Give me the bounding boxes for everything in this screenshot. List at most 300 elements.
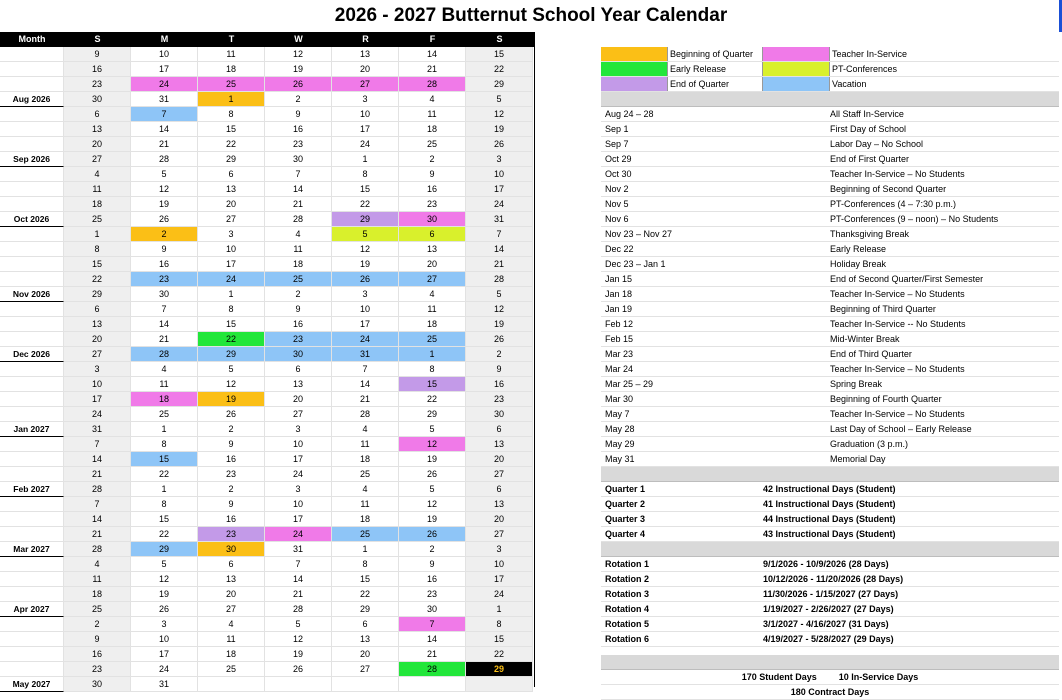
day-cell[interactable] [399, 677, 466, 692]
day-cell[interactable]: 8 [466, 617, 533, 632]
day-cell[interactable]: 27 [64, 152, 131, 167]
day-cell[interactable]: 26 [265, 77, 332, 92]
day-cell[interactable]: 30 [466, 407, 533, 422]
day-cell[interactable]: 30 [399, 602, 466, 617]
day-cell[interactable]: 22 [332, 197, 399, 212]
day-cell[interactable]: 19 [399, 452, 466, 467]
day-cell[interactable]: 29 [332, 602, 399, 617]
day-cell[interactable]: 16 [131, 257, 198, 272]
day-cell[interactable]: 6 [198, 557, 265, 572]
day-cell[interactable]: 14 [64, 452, 131, 467]
day-cell[interactable]: 21 [131, 332, 198, 347]
day-cell[interactable]: 22 [466, 62, 533, 77]
day-cell[interactable]: 26 [332, 272, 399, 287]
day-cell[interactable]: 2 [131, 227, 198, 242]
day-cell[interactable]: 26 [265, 662, 332, 677]
day-cell[interactable]: 28 [332, 407, 399, 422]
day-cell[interactable]: 20 [265, 392, 332, 407]
day-cell[interactable]: 7 [265, 557, 332, 572]
day-cell[interactable]: 28 [399, 662, 466, 677]
day-cell[interactable]: 24 [332, 137, 399, 152]
day-cell[interactable]: 3 [265, 422, 332, 437]
day-cell[interactable]: 13 [265, 377, 332, 392]
day-cell[interactable]: 17 [131, 647, 198, 662]
day-cell[interactable]: 29 [399, 407, 466, 422]
day-cell[interactable]: 20 [466, 512, 533, 527]
day-cell[interactable]: 19 [198, 392, 265, 407]
day-cell[interactable]: 8 [332, 557, 399, 572]
day-cell[interactable]: 2 [64, 617, 131, 632]
day-cell[interactable]: 10 [265, 437, 332, 452]
day-cell[interactable]: 14 [332, 377, 399, 392]
day-cell[interactable]: 19 [466, 122, 533, 137]
day-cell[interactable]: 29 [198, 347, 265, 362]
day-cell[interactable]: 25 [64, 602, 131, 617]
day-cell[interactable]: 14 [399, 47, 466, 62]
day-cell[interactable]: 30 [198, 542, 265, 557]
day-cell[interactable]: 3 [466, 152, 533, 167]
day-cell[interactable]: 1 [64, 227, 131, 242]
day-cell[interactable]: 26 [466, 137, 533, 152]
day-cell[interactable]: 19 [466, 317, 533, 332]
day-cell[interactable]: 9 [399, 557, 466, 572]
day-cell[interactable]: 15 [466, 632, 533, 647]
day-cell[interactable]: 22 [332, 587, 399, 602]
day-cell[interactable]: 4 [64, 167, 131, 182]
day-cell[interactable]: 2 [399, 152, 466, 167]
day-cell[interactable]: 3 [332, 92, 399, 107]
day-cell[interactable]: 31 [131, 677, 198, 692]
day-cell[interactable]: 22 [131, 527, 198, 542]
day-cell[interactable]: 20 [198, 587, 265, 602]
day-cell[interactable]: 14 [265, 572, 332, 587]
day-cell[interactable]: 15 [466, 47, 533, 62]
day-cell[interactable]: 23 [399, 197, 466, 212]
day-cell[interactable]: 21 [399, 647, 466, 662]
day-cell[interactable]: 30 [131, 287, 198, 302]
day-cell[interactable]: 9 [198, 497, 265, 512]
day-cell[interactable]: 12 [332, 242, 399, 257]
day-cell[interactable]: 16 [198, 452, 265, 467]
day-cell[interactable]: 21 [332, 392, 399, 407]
day-cell[interactable]: 15 [64, 257, 131, 272]
day-cell[interactable]: 17 [332, 317, 399, 332]
day-cell[interactable]: 2 [198, 482, 265, 497]
day-cell[interactable]: 9 [198, 437, 265, 452]
day-cell[interactable]: 16 [265, 317, 332, 332]
day-cell[interactable]: 23 [64, 662, 131, 677]
day-cell[interactable]: 20 [64, 137, 131, 152]
day-cell[interactable]: 9 [131, 242, 198, 257]
day-cell[interactable]: 2 [466, 347, 533, 362]
day-cell[interactable]: 20 [399, 257, 466, 272]
day-cell[interactable]: 21 [265, 197, 332, 212]
day-cell[interactable]: 20 [64, 332, 131, 347]
day-cell[interactable]: 16 [466, 377, 533, 392]
day-cell[interactable]: 29 [466, 77, 533, 92]
day-cell[interactable]: 24 [64, 407, 131, 422]
day-cell[interactable]: 18 [265, 257, 332, 272]
day-cell[interactable]: 2 [265, 287, 332, 302]
day-cell[interactable]: 11 [64, 572, 131, 587]
day-cell[interactable]: 16 [64, 647, 131, 662]
day-cell[interactable]: 1 [198, 287, 265, 302]
day-cell[interactable]: 27 [265, 407, 332, 422]
day-cell[interactable]: 19 [265, 62, 332, 77]
day-cell[interactable]: 11 [399, 302, 466, 317]
day-cell[interactable]: 20 [332, 647, 399, 662]
day-cell[interactable] [332, 677, 399, 692]
day-cell[interactable]: 11 [332, 497, 399, 512]
day-cell[interactable]: 3 [198, 227, 265, 242]
day-cell[interactable]: 29 [332, 212, 399, 227]
day-cell[interactable]: 23 [64, 77, 131, 92]
day-cell[interactable]: 12 [131, 572, 198, 587]
day-cell[interactable]: 18 [131, 392, 198, 407]
day-cell[interactable]: 22 [64, 272, 131, 287]
day-cell[interactable]: 30 [64, 92, 131, 107]
day-cell[interactable]: 16 [265, 122, 332, 137]
day-cell[interactable]: 8 [399, 362, 466, 377]
day-cell[interactable]: 1 [332, 542, 399, 557]
day-cell[interactable]: 20 [332, 62, 399, 77]
day-cell[interactable]: 8 [332, 167, 399, 182]
day-cell[interactable] [265, 677, 332, 692]
day-cell[interactable]: 7 [332, 362, 399, 377]
day-cell[interactable]: 31 [64, 422, 131, 437]
day-cell[interactable]: 5 [466, 92, 533, 107]
day-cell[interactable]: 1 [332, 152, 399, 167]
day-cell[interactable]: 11 [198, 47, 265, 62]
day-cell[interactable]: 4 [399, 287, 466, 302]
day-cell[interactable]: 6 [399, 227, 466, 242]
day-cell[interactable]: 21 [265, 587, 332, 602]
day-cell[interactable]: 27 [64, 347, 131, 362]
day-cell[interactable]: 27 [332, 662, 399, 677]
day-cell[interactable]: 1 [399, 347, 466, 362]
day-cell[interactable]: 4 [265, 227, 332, 242]
day-cell[interactable]: 30 [399, 212, 466, 227]
day-cell[interactable]: 25 [332, 527, 399, 542]
day-cell[interactable]: 29 [466, 662, 533, 677]
day-cell[interactable]: 25 [131, 407, 198, 422]
day-cell[interactable]: 10 [64, 377, 131, 392]
day-cell[interactable]: 11 [64, 182, 131, 197]
day-cell[interactable]: 6 [332, 617, 399, 632]
day-cell[interactable]: 28 [265, 602, 332, 617]
day-cell[interactable]: 28 [131, 347, 198, 362]
day-cell[interactable]: 12 [131, 182, 198, 197]
day-cell[interactable] [198, 677, 265, 692]
day-cell[interactable]: 17 [466, 572, 533, 587]
day-cell[interactable]: 13 [198, 572, 265, 587]
day-cell[interactable]: 9 [466, 362, 533, 377]
day-cell[interactable]: 19 [265, 647, 332, 662]
day-cell[interactable]: 17 [198, 257, 265, 272]
day-cell[interactable]: 29 [64, 287, 131, 302]
day-cell[interactable]: 23 [265, 137, 332, 152]
day-cell[interactable]: 31 [466, 212, 533, 227]
day-cell[interactable]: 22 [131, 467, 198, 482]
day-cell[interactable]: 12 [466, 302, 533, 317]
day-cell[interactable]: 15 [332, 182, 399, 197]
day-cell[interactable]: 31 [265, 542, 332, 557]
day-cell[interactable]: 15 [198, 317, 265, 332]
day-cell[interactable]: 25 [399, 137, 466, 152]
day-cell[interactable]: 3 [466, 542, 533, 557]
day-cell[interactable]: 31 [332, 347, 399, 362]
day-cell[interactable]: 26 [399, 467, 466, 482]
day-cell[interactable]: 19 [131, 587, 198, 602]
day-cell[interactable]: 22 [198, 332, 265, 347]
day-cell[interactable]: 23 [466, 392, 533, 407]
day-cell[interactable]: 28 [64, 482, 131, 497]
day-cell[interactable]: 26 [399, 527, 466, 542]
day-cell[interactable]: 10 [131, 632, 198, 647]
day-cell[interactable]: 17 [265, 512, 332, 527]
day-cell[interactable]: 13 [399, 242, 466, 257]
day-cell[interactable]: 25 [198, 662, 265, 677]
day-cell[interactable]: 15 [131, 452, 198, 467]
day-cell[interactable]: 14 [466, 242, 533, 257]
day-cell[interactable]: 3 [131, 617, 198, 632]
day-cell[interactable]: 27 [332, 77, 399, 92]
day-cell[interactable]: 24 [466, 197, 533, 212]
day-cell[interactable]: 12 [466, 107, 533, 122]
day-cell[interactable]: 7 [131, 302, 198, 317]
day-cell[interactable]: 18 [198, 62, 265, 77]
day-cell[interactable]: 18 [399, 317, 466, 332]
day-cell[interactable]: 8 [131, 437, 198, 452]
day-cell[interactable]: 12 [265, 632, 332, 647]
day-cell[interactable]: 28 [265, 212, 332, 227]
day-cell[interactable]: 26 [131, 212, 198, 227]
day-cell[interactable]: 4 [198, 617, 265, 632]
day-cell[interactable]: 7 [64, 497, 131, 512]
day-cell[interactable]: 23 [399, 587, 466, 602]
day-cell[interactable]: 19 [399, 512, 466, 527]
day-cell[interactable]: 14 [131, 317, 198, 332]
day-cell[interactable]: 11 [332, 437, 399, 452]
day-cell[interactable]: 15 [399, 377, 466, 392]
day-cell[interactable]: 21 [64, 527, 131, 542]
day-cell[interactable]: 13 [64, 317, 131, 332]
day-cell[interactable]: 13 [332, 632, 399, 647]
day-cell[interactable]: 11 [265, 242, 332, 257]
day-cell[interactable]: 15 [198, 122, 265, 137]
day-cell[interactable]: 1 [198, 92, 265, 107]
day-cell[interactable]: 7 [64, 437, 131, 452]
day-cell[interactable]: 4 [131, 362, 198, 377]
day-cell[interactable]: 10 [332, 302, 399, 317]
day-cell[interactable]: 25 [198, 77, 265, 92]
day-cell[interactable]: 13 [198, 182, 265, 197]
day-cell[interactable]: 17 [64, 392, 131, 407]
day-cell[interactable]: 28 [64, 542, 131, 557]
day-cell[interactable]: 29 [198, 152, 265, 167]
day-cell[interactable]: 18 [198, 647, 265, 662]
day-cell[interactable]: 25 [265, 272, 332, 287]
day-cell[interactable]: 6 [64, 107, 131, 122]
day-cell[interactable]: 16 [399, 572, 466, 587]
day-cell[interactable]: 12 [399, 437, 466, 452]
day-cell[interactable]: 12 [399, 497, 466, 512]
day-cell[interactable]: 15 [131, 512, 198, 527]
day-cell[interactable]: 18 [64, 197, 131, 212]
day-cell[interactable]: 2 [399, 542, 466, 557]
day-cell[interactable]: 1 [466, 602, 533, 617]
day-cell[interactable]: 6 [64, 302, 131, 317]
day-cell[interactable]: 4 [64, 557, 131, 572]
day-cell[interactable]: 26 [466, 332, 533, 347]
day-cell[interactable]: 19 [131, 197, 198, 212]
day-cell[interactable]: 6 [265, 362, 332, 377]
day-cell[interactable]: 10 [131, 47, 198, 62]
day-cell[interactable]: 7 [131, 107, 198, 122]
day-cell[interactable]: 17 [466, 182, 533, 197]
day-cell[interactable]: 6 [466, 422, 533, 437]
day-cell[interactable]: 24 [466, 587, 533, 602]
day-cell[interactable]: 9 [265, 302, 332, 317]
day-cell[interactable]: 13 [466, 437, 533, 452]
day-cell[interactable]: 13 [466, 497, 533, 512]
day-cell[interactable]: 18 [64, 587, 131, 602]
day-cell[interactable]: 25 [399, 332, 466, 347]
day-cell[interactable]: 17 [265, 452, 332, 467]
day-cell[interactable]: 9 [64, 632, 131, 647]
day-cell[interactable]: 26 [198, 407, 265, 422]
day-cell[interactable]: 4 [332, 482, 399, 497]
day-cell[interactable]: 24 [265, 527, 332, 542]
day-cell[interactable]: 9 [399, 167, 466, 182]
day-cell[interactable]: 17 [131, 62, 198, 77]
day-cell[interactable]: 13 [64, 122, 131, 137]
day-cell[interactable]: 27 [198, 602, 265, 617]
day-cell[interactable]: 22 [399, 392, 466, 407]
day-cell[interactable]: 11 [399, 107, 466, 122]
day-cell[interactable]: 8 [64, 242, 131, 257]
day-cell[interactable]: 24 [131, 77, 198, 92]
day-cell[interactable]: 5 [265, 617, 332, 632]
day-cell[interactable]: 25 [332, 467, 399, 482]
day-cell[interactable]: 5 [466, 287, 533, 302]
day-cell[interactable]: 4 [399, 92, 466, 107]
day-cell[interactable]: 28 [131, 152, 198, 167]
day-cell[interactable]: 10 [332, 107, 399, 122]
day-cell[interactable]: 5 [332, 227, 399, 242]
day-cell[interactable]: 14 [64, 512, 131, 527]
day-cell[interactable]: 13 [332, 47, 399, 62]
day-cell[interactable]: 18 [332, 452, 399, 467]
day-cell[interactable]: 14 [265, 182, 332, 197]
day-cell[interactable]: 30 [64, 677, 131, 692]
day-cell[interactable]: 12 [198, 377, 265, 392]
day-cell[interactable]: 18 [332, 512, 399, 527]
day-cell[interactable]: 14 [399, 632, 466, 647]
day-cell[interactable]: 6 [198, 167, 265, 182]
day-cell[interactable]: 16 [399, 182, 466, 197]
day-cell[interactable]: 11 [198, 632, 265, 647]
day-cell[interactable]: 23 [198, 527, 265, 542]
day-cell[interactable]: 10 [466, 167, 533, 182]
day-cell[interactable]: 21 [64, 467, 131, 482]
day-cell[interactable]: 21 [466, 257, 533, 272]
day-cell[interactable]: 11 [131, 377, 198, 392]
day-cell[interactable] [466, 677, 533, 692]
day-cell[interactable]: 10 [466, 557, 533, 572]
day-cell[interactable]: 7 [466, 227, 533, 242]
day-cell[interactable]: 20 [198, 197, 265, 212]
day-cell[interactable]: 16 [64, 62, 131, 77]
day-cell[interactable]: 10 [265, 497, 332, 512]
day-cell[interactable]: 5 [399, 422, 466, 437]
day-cell[interactable]: 3 [64, 362, 131, 377]
day-cell[interactable]: 27 [198, 212, 265, 227]
day-cell[interactable]: 27 [399, 272, 466, 287]
day-cell[interactable]: 27 [466, 527, 533, 542]
day-cell[interactable]: 8 [198, 302, 265, 317]
day-cell[interactable]: 24 [265, 467, 332, 482]
day-cell[interactable]: 19 [332, 257, 399, 272]
day-cell[interactable]: 12 [265, 47, 332, 62]
day-cell[interactable]: 27 [466, 467, 533, 482]
day-cell[interactable]: 21 [399, 62, 466, 77]
day-cell[interactable]: 26 [131, 602, 198, 617]
day-cell[interactable]: 3 [332, 287, 399, 302]
day-cell[interactable]: 1 [131, 482, 198, 497]
day-cell[interactable]: 20 [466, 452, 533, 467]
day-cell[interactable]: 18 [399, 122, 466, 137]
day-cell[interactable]: 30 [265, 347, 332, 362]
day-cell[interactable]: 24 [131, 662, 198, 677]
day-cell[interactable]: 2 [265, 92, 332, 107]
day-cell[interactable]: 5 [131, 557, 198, 572]
day-cell[interactable]: 28 [399, 77, 466, 92]
day-cell[interactable]: 21 [131, 137, 198, 152]
day-cell[interactable]: 9 [265, 107, 332, 122]
day-cell[interactable]: 6 [466, 482, 533, 497]
day-cell[interactable]: 24 [198, 272, 265, 287]
day-cell[interactable]: 7 [399, 617, 466, 632]
day-cell[interactable]: 2 [198, 422, 265, 437]
day-cell[interactable]: 23 [131, 272, 198, 287]
day-cell[interactable]: 31 [131, 92, 198, 107]
day-cell[interactable]: 10 [198, 242, 265, 257]
day-cell[interactable]: 8 [198, 107, 265, 122]
day-cell[interactable]: 8 [131, 497, 198, 512]
day-cell[interactable]: 29 [131, 542, 198, 557]
day-cell[interactable]: 5 [399, 482, 466, 497]
day-cell[interactable]: 24 [332, 332, 399, 347]
day-cell[interactable]: 30 [265, 152, 332, 167]
day-cell[interactable]: 7 [265, 167, 332, 182]
day-cell[interactable]: 22 [466, 647, 533, 662]
day-cell[interactable]: 14 [131, 122, 198, 137]
day-cell[interactable]: 15 [332, 572, 399, 587]
day-cell[interactable]: 1 [131, 422, 198, 437]
day-cell[interactable]: 5 [198, 362, 265, 377]
day-cell[interactable]: 28 [466, 272, 533, 287]
day-cell[interactable]: 5 [131, 167, 198, 182]
day-cell[interactable]: 9 [64, 47, 131, 62]
day-cell[interactable]: 23 [265, 332, 332, 347]
day-cell[interactable]: 22 [198, 137, 265, 152]
day-cell[interactable]: 16 [198, 512, 265, 527]
day-cell[interactable]: 3 [265, 482, 332, 497]
day-cell[interactable]: 23 [198, 467, 265, 482]
day-cell[interactable]: 25 [64, 212, 131, 227]
day-cell[interactable]: 4 [332, 422, 399, 437]
